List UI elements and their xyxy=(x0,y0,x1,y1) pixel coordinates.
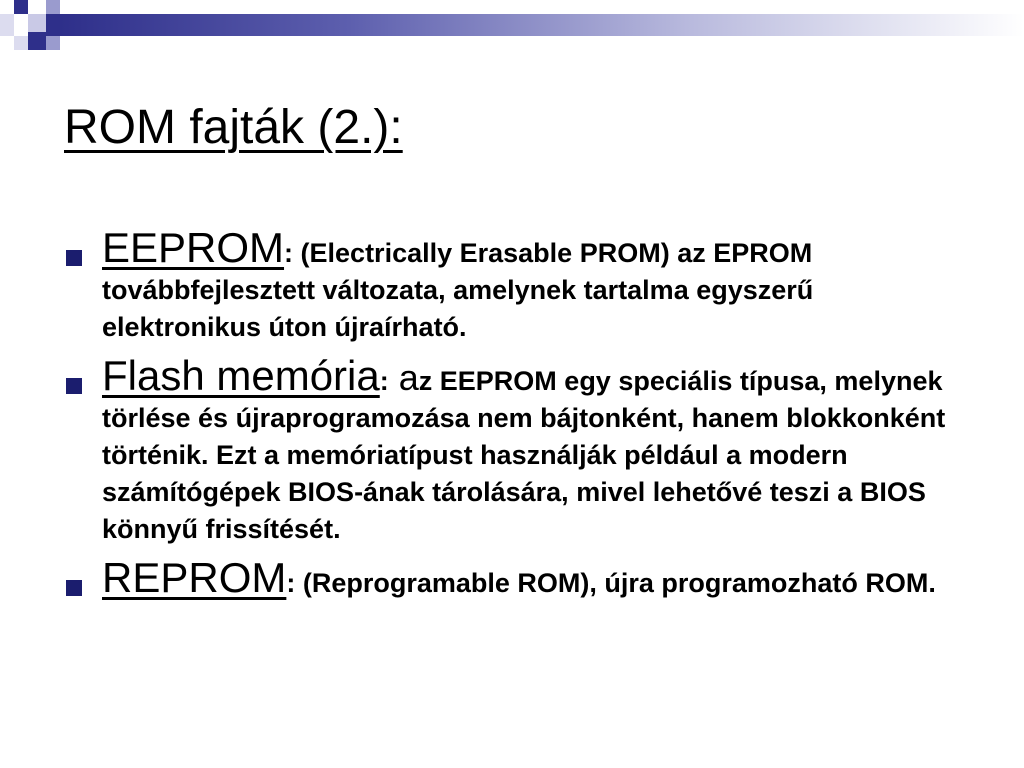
bullet-term: Flash memória xyxy=(102,352,380,399)
bullet-text: z EEPROM egy speciális típusa, melynek törlése és újraprogramozása nem bájtonként, hanem blokkonként történik. Ezt a memóriatípust használják például a modern számítógépek BIOS-ának tárolására, mivel lehetővé teszi a BIOS könnyű frissítését. xyxy=(102,366,946,544)
bullet-term: REPROM xyxy=(102,554,287,601)
decor-square xyxy=(0,14,14,36)
decor-square xyxy=(46,36,60,50)
square-bullet-icon xyxy=(66,250,82,266)
slide-title: ROM fajták (2.): xyxy=(64,101,403,154)
bullet-item-flash-memoria xyxy=(64,352,964,548)
square-bullet-icon xyxy=(66,378,82,394)
decor-square xyxy=(46,0,60,14)
bullet-colon: : xyxy=(379,366,389,396)
header-gradient-bar xyxy=(60,14,1024,36)
bullet-colon: : xyxy=(284,238,294,268)
square-bullet-icon xyxy=(66,580,82,596)
bullet-list xyxy=(64,224,964,612)
bullet-term: EEPROM xyxy=(102,224,285,271)
bullet-item-reprom xyxy=(64,554,964,602)
bullet-text: (Electrically Erasable PROM) az EPROM továbbfejlesztett változata, amelynek tartalma egyszerű elektronikus úton újraírható. xyxy=(102,238,814,342)
bullet-item-eeprom xyxy=(64,224,964,346)
decor-square xyxy=(28,14,46,32)
bullet-colon: : xyxy=(286,568,296,598)
decor-square xyxy=(14,0,28,14)
decor-square xyxy=(28,32,46,50)
bullet-text: (Reprogramable ROM), újra programozható ROM. xyxy=(295,568,936,598)
decor-square xyxy=(14,36,28,50)
decor-square xyxy=(46,14,60,36)
bullet-lead: a xyxy=(388,357,419,398)
decorative-header xyxy=(0,0,1024,60)
